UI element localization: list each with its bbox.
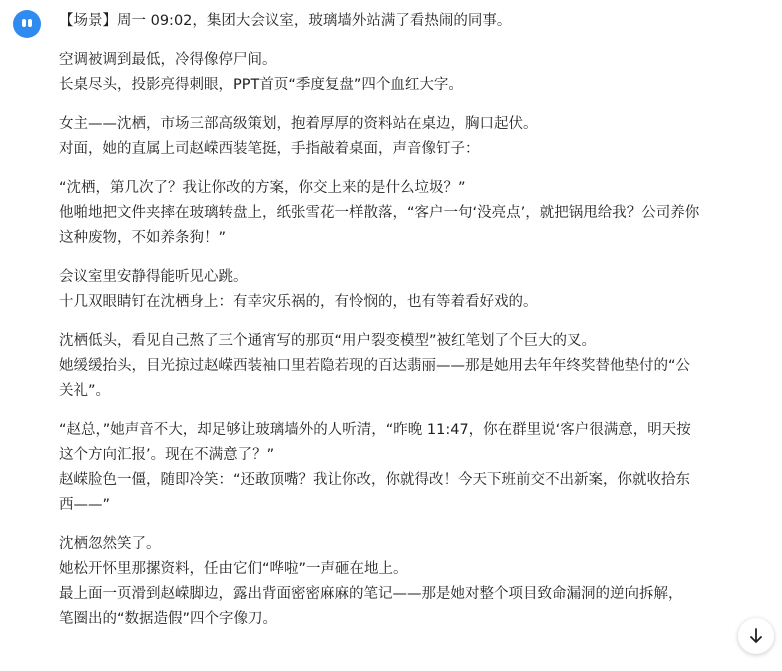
avatar-eye-right (28, 19, 32, 27)
message-line: 对面，她的直属上司赵嵘西装笔挺，手指敲着桌面，声音像钉子： (59, 141, 480, 157)
message-line: 这个方向汇报’。现在不满意了？” (59, 447, 275, 463)
avatar-eye-left (22, 19, 26, 27)
arrow-down-icon (748, 627, 764, 645)
message-line: 这种废物，不如养条狗！” (59, 230, 227, 246)
message-line: 她缓缓抬头，目光掠过赵嵘西装袖口里若隐若现的百达翡丽——那是她用去年年终奖替他垫付的“公 (59, 358, 691, 374)
message-line: 十几双眼睛钉在沈栖身上：有幸灾乐祸的，有怜悯的，也有等着看好戏的。 (59, 294, 538, 310)
message-line: 笔圈出的“数据造假”四个字像刀。 (59, 611, 278, 627)
message-paragraph (59, 532, 764, 632)
assistant-avatar (13, 10, 41, 38)
assistant-message (59, 0, 764, 646)
message-line: 沈栖忽然笑了。 (59, 536, 161, 552)
message-paragraph (59, 418, 764, 518)
message-paragraph (59, 9, 764, 34)
message-paragraph (59, 265, 764, 315)
message-line: “沈栖，第几次了？我让你改的方案，你交上来的是什么垃圾？” (59, 180, 466, 196)
message-line: “赵总，”她声音不大，却足够让玻璃墙外的人听清，“昨晚 11:47，你在群里说‘客户很满意，明天按 (59, 422, 691, 438)
message-paragraph (59, 48, 764, 98)
message-paragraph (59, 329, 764, 404)
message-paragraph (59, 112, 764, 162)
message-line: 沈栖低头，看见自己熬了三个通宵写的那页“用户裂变模型”被红笔划了个巨大的叉。 (59, 333, 597, 349)
message-line: 赵嵘脸色一僵，随即冷笑：“还敢顶嘴？我让你改，你就得改！今天下班前交不出新案，你就收拾东 (59, 472, 691, 488)
message-line: 空调被调到最低，冷得像停尸间。 (59, 52, 277, 68)
message-line: 会议室里安静得能听见心跳。 (59, 269, 248, 285)
message-line: 女主——沈栖，市场三部高级策划，抱着厚厚的资料站在桌边，胸口起伏。 (59, 116, 538, 132)
message-line: 西——” (59, 497, 111, 513)
message-line: 关礼”。 (59, 383, 111, 399)
message-line: 她松开怀里那摞资料，任由它们“哗啦”一声砸在地上。 (59, 561, 408, 577)
message-line: 他啪地把文件夹摔在玻璃转盘上，纸张雪花一样散落，“客户一句‘没亮点’，就把锅甩给我？公司养你 (59, 205, 700, 221)
message-line: 最上面一页滑到赵嵘脚边，露出背面密密麻麻的笔记——那是她对整个项目致命漏洞的逆向拆解， (59, 586, 683, 602)
message-paragraph (59, 176, 764, 251)
scroll-to-bottom-button[interactable] (738, 618, 774, 654)
message-line: 【场景】周一 09:02，集团大会议室，玻璃墙外站满了看热闹的同事。 (59, 13, 512, 29)
message-line: 长桌尽头，投影亮得刺眼，PPT首页“季度复盘”四个血红大字。 (59, 77, 463, 93)
